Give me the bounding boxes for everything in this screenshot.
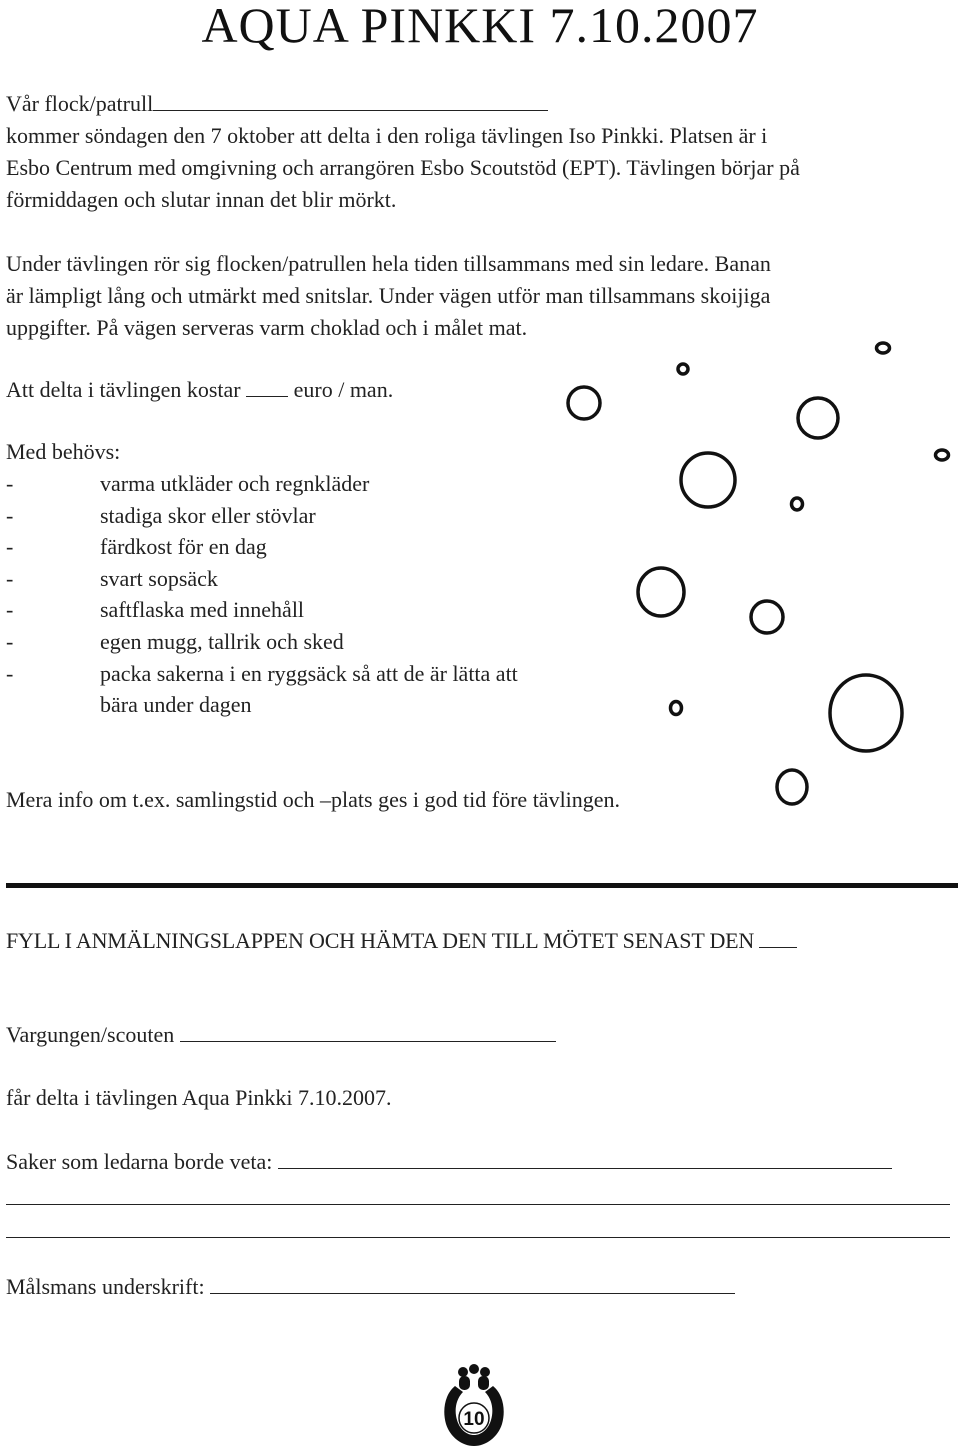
intro-line-3: förmiddagen och slutar innan det blir mörkt. [6,187,397,212]
bubble-icon [777,770,807,804]
scout-line [6,1021,556,1049]
bubble-icon [877,343,890,353]
signature-line [6,1273,735,1301]
scout-label: Vargungen/scouten [6,1022,175,1047]
page-number: 10 [463,1409,485,1430]
form-instruction-line [6,927,797,955]
bubble-icon [568,387,600,419]
details-line-3: uppgifter. På vägen serveras varm choklad och i målet mat. [6,315,528,340]
bubble-icon [638,568,684,616]
cost-unit: euro / man. [293,377,394,402]
needs-heading: Med behövs: [6,439,121,464]
bubble-icon [830,675,902,751]
page-title: AQUA PINKKI 7.10.2007 [201,0,759,53]
bubble-icon [681,453,735,507]
bubble-icon [936,450,949,460]
bubble-icon [792,498,803,510]
section-divider [6,883,958,888]
deadline-blank[interactable] [759,927,797,948]
signature-label: Målsmans underskrift: [6,1274,205,1299]
bubble-icon [678,364,688,374]
bubble-icon [798,398,838,438]
intro-line-2: Esbo Centrum med omgivning och arrangören Esbo Scoutstöd (EPT). Tävlingen börjar på [6,155,800,180]
permission-text: får delta i tävlingen Aqua Pinkki 7.10.2007. [6,1085,392,1110]
group-label: Vår flock/patrull [6,91,154,116]
details-line-2: är lämpligt lång och utmärkt med snitslar. Under vägen utför man tillsammans skoijiga [6,283,771,308]
leaders-notes-blank[interactable] [278,1148,892,1169]
horseshoe-page-badge-icon [441,1364,507,1448]
scout-name-blank[interactable] [180,1021,556,1042]
bubble-icon [671,702,682,715]
form-instruction: FYLL I ANMÄLNINGSLAPPEN OCH HÄMTA DEN TILL MÖTET SENAST DEN [6,928,755,953]
leaders-line [6,1148,892,1176]
more-info: Mera info om t.ex. samlingstid och –plats ges i god tid före tävlingen. [6,787,621,812]
leaders-label: Saker som ledarna borde veta: [6,1149,273,1174]
cost-label: Att delta i tävlingen kostar [6,377,241,402]
details-line-1: Under tävlingen rör sig flocken/patrullen hela tiden tillsammans med sin ledare. Banan [6,251,771,276]
leaders-notes-line[interactable] [6,1237,950,1238]
signature-blank[interactable] [210,1273,735,1294]
intro-line-1: kommer söndagen den 7 oktober att delta i den roliga tävlingen Iso Pinkki. Platsen är i [6,123,768,148]
bubble-icon [751,601,783,633]
leaders-notes-line[interactable] [6,1204,950,1205]
